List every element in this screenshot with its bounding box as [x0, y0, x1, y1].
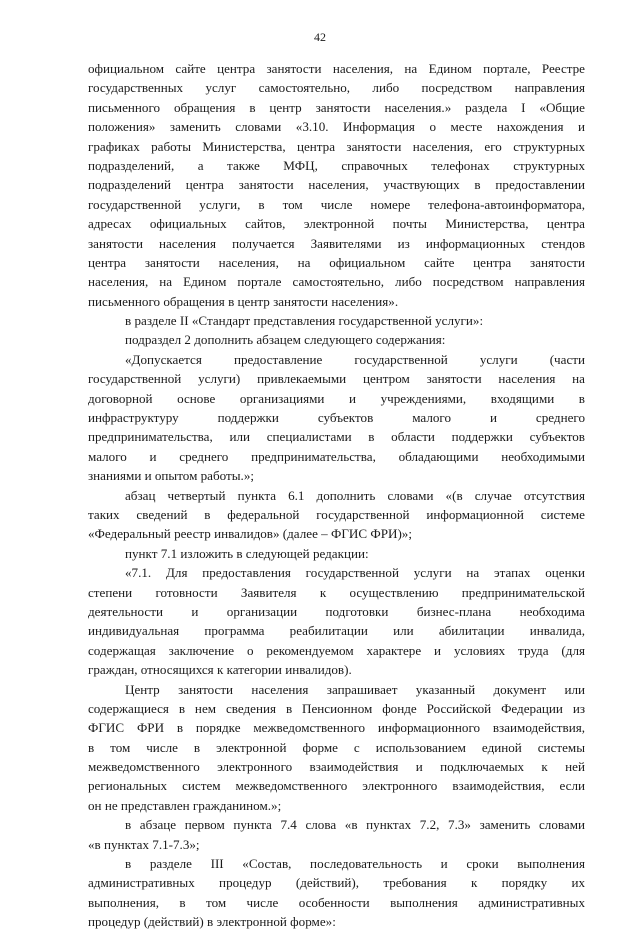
text-line: процедур (действий) в электронной форме»:: [88, 914, 336, 930]
text-line: граждан, относящихся к категории инвалидов).: [88, 662, 352, 678]
text-line: «7.1. Для предоставления государственной услуги на этапах оценки: [125, 565, 585, 581]
text-line: Центр занятости населения запрашивает указанный документ или: [125, 681, 585, 697]
text-line: положения» заменить словами «3.10. Информация о месте нахождения и: [88, 119, 585, 135]
text-line: он не представлен гражданином.»;: [88, 797, 282, 813]
text-line: в разделе III «Состав, последовательность и сроки выполнения: [125, 856, 585, 872]
text-line: инфраструктуру поддержки субъектов малого и среднего: [88, 410, 585, 426]
text-line: административных процедур (действий), требования к порядку их: [88, 875, 585, 891]
text-line: индивидуальная программа реабилитации или абилитации инвалида,: [88, 623, 585, 639]
text-line: таких сведений в федеральной государственной информационной системе: [88, 506, 585, 522]
text-line: официальном сайте центра занятости населения, на Едином портале, Реестре: [88, 61, 585, 76]
text-line: государственной услуги) привлекаемыми центром занятости населения на: [88, 371, 585, 387]
text-line: графиках работы Министерства, центра занятости населения, его структурных: [88, 138, 585, 154]
text-line: малого и среднего предпринимательства, обладающими необходимыми: [88, 448, 585, 464]
text-line: государственной услуги, в том числе номере телефона-автоинформатора,: [88, 196, 585, 212]
text-line: «в пунктах 7.1-7.3»;: [88, 836, 200, 852]
text-line: письменного обращения в центр занятости населения.» раздела I «Общие: [88, 99, 585, 115]
text-line: «Допускается предоставление государственной услуги (части: [125, 351, 585, 367]
text-line: подраздел 2 дополнить абзацем следующего содержания:: [125, 332, 446, 348]
text-line: выполнения, в том числе особенности выполнения административных: [88, 894, 585, 910]
text-line: занятости населения получается Заявителями из информационных стендов: [88, 235, 585, 251]
text-line: знаниями и опытом работы.»;: [88, 468, 255, 484]
text-line: в разделе II «Стандарт представления государственной услуги»:: [125, 313, 484, 329]
text-line: деятельности и организации подготовки бизнес-плана необходима: [88, 603, 585, 619]
text-line: межведомственного электронного взаимодействия и подключаемых к ней: [88, 759, 585, 775]
text-line: региональных систем межведомственного электронного взаимодействия, если: [88, 778, 585, 794]
text-line: адресах официальных сайтов, электронной почты Министерства, центра: [88, 216, 585, 232]
page-number: 42: [314, 30, 326, 44]
text-line: подразделений центра занятости населения, участвующих в предоставлении: [88, 177, 585, 193]
text-line: содержащиеся в нем сведения в Пенсионном фонде Российской Федерации из: [88, 700, 585, 716]
text-line: пункт 7.1 изложить в следующей редакции:: [125, 545, 369, 561]
text-line: абзац четвертый пункта 6.1 дополнить словами «(в случае отсутствия: [125, 487, 585, 503]
text-line: в том числе в электронной форме с использованием единой системы: [88, 739, 585, 755]
text-line: письменного обращения в центр занятости населения».: [88, 293, 399, 309]
text-line: ФГИС ФРИ в порядке межведомственного информационного взаимодействия,: [88, 720, 585, 736]
text-line: в абзаце первом пункта 7.4 слова «в пунктах 7.2, 7.3» заменить словами: [125, 817, 585, 833]
text-line: подразделений, а также МФЦ, справочных телефонах структурных: [88, 157, 585, 173]
text-line: «Федеральный реестр инвалидов» (далее – ФГИС ФРИ)»;: [88, 526, 412, 542]
text-line: предпринимательства, или специалистами в области поддержки субъектов: [88, 429, 585, 445]
text-line: центра занятости населения, на официальном сайте центра занятости: [88, 254, 585, 270]
document-body: [88, 59, 585, 932]
text-line: договорной основе организациями и учреждениями, входящими в: [88, 390, 585, 406]
text-line: населения, на Едином портале самостоятельно, либо посредством направления: [88, 274, 585, 290]
text-line: государственных услуг самостоятельно, либо посредством направления: [88, 80, 585, 96]
text-line: степени готовности Заявителя к осуществлению предпринимательской: [88, 584, 585, 600]
text-line: содержащая заключение о рекомендуемом характере и условиях труда (для: [88, 642, 585, 658]
